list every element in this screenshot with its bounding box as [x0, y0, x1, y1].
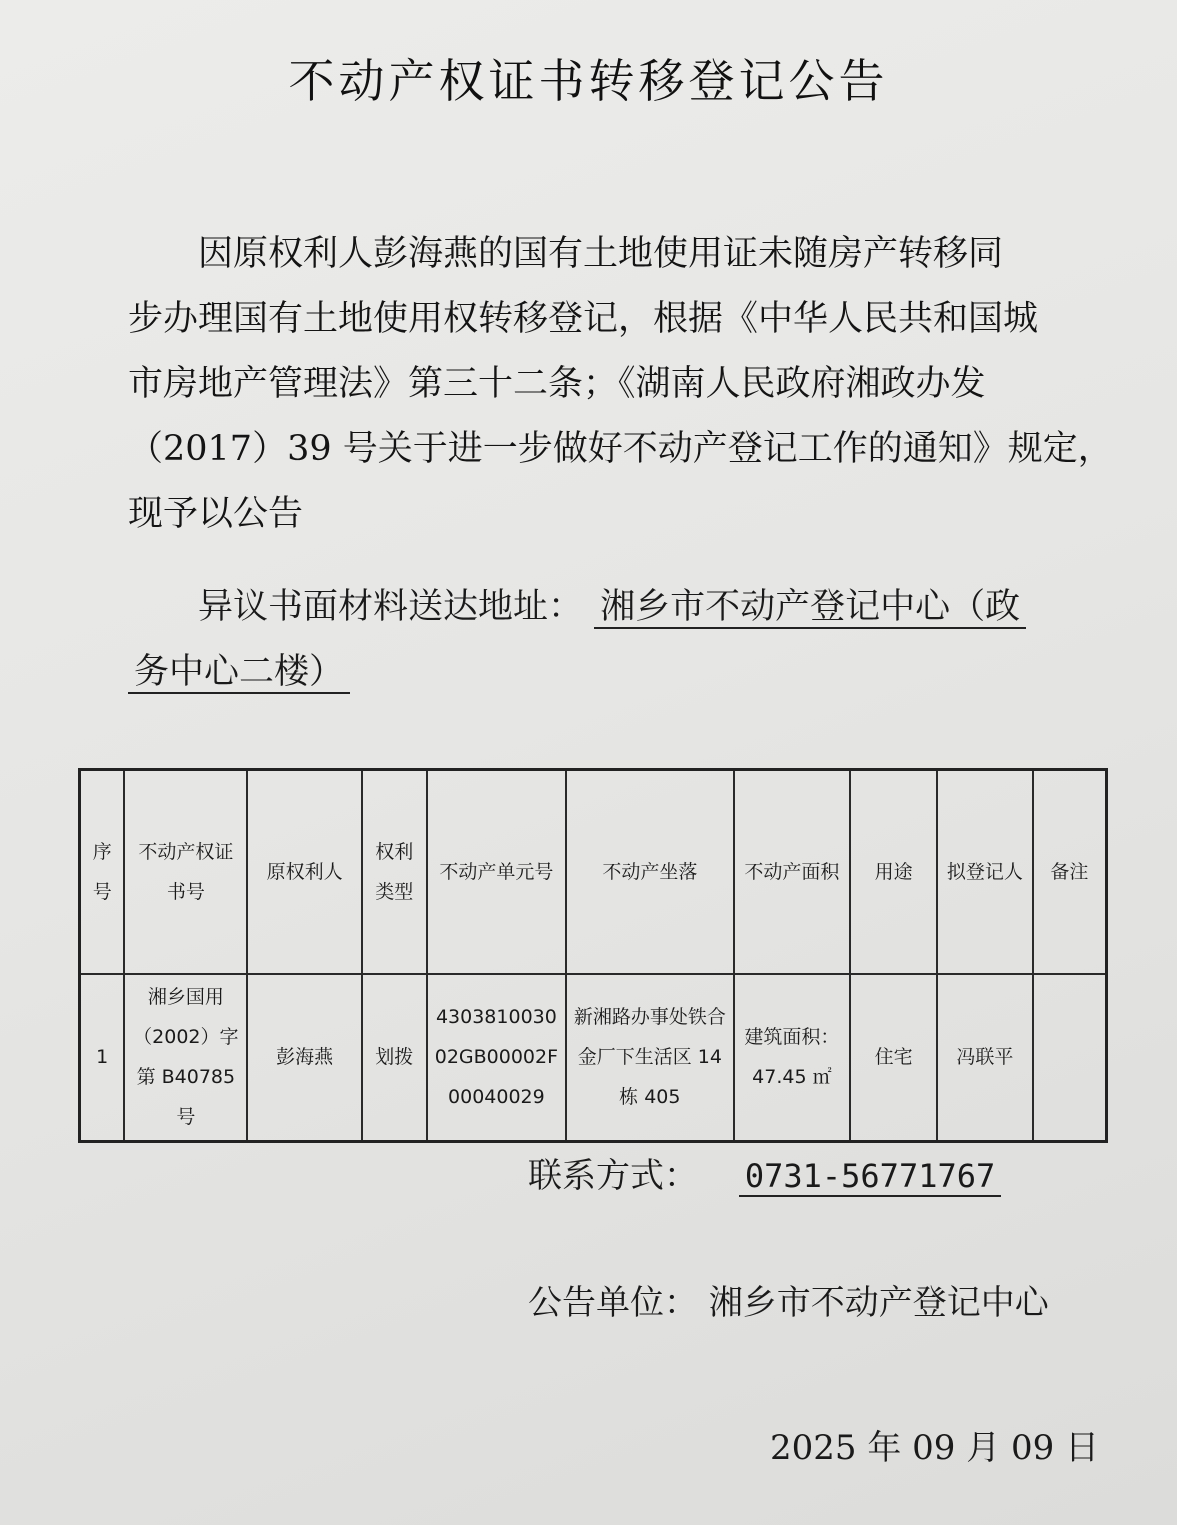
header-cell: 不动产面积 — [734, 770, 851, 974]
table-cell — [1033, 974, 1107, 1142]
registration-table — [78, 768, 1108, 1143]
table-cell: 430381003002GB00002F00040029 — [427, 974, 566, 1142]
header-cell: 权利类型 — [362, 770, 427, 974]
contact-label: 联系方式： — [528, 1156, 698, 1196]
table-cell: 1 — [80, 974, 125, 1142]
header-cell: 不动产权证书号 — [124, 770, 247, 974]
body-line: 步办理国有土地使用权转移登记，根据《中华人民共和国城 — [128, 299, 1039, 339]
table-cell: 冯联平 — [937, 974, 1033, 1142]
objection-label: 异议书面材料送达地址： — [198, 587, 584, 627]
table-header-row — [80, 770, 1107, 974]
body-line: （2017）39 号关于进一步做好不动产登记工作的通知》规定， — [128, 429, 1113, 469]
table-cell: 彭海燕 — [247, 974, 362, 1142]
header-cell: 原权利人 — [247, 770, 362, 974]
header-cell: 用途 — [850, 770, 937, 974]
table-cell: 划拨 — [362, 974, 427, 1142]
notice-date: 2025 年 09 月 09 日 — [770, 1428, 1100, 1468]
table-cell: 住宅 — [850, 974, 937, 1142]
table-cell: 建筑面积：47.45 ㎡ — [734, 974, 851, 1142]
header-cell: 不动产坐落 — [566, 770, 733, 974]
header-cell: 拟登记人 — [937, 770, 1033, 974]
table-cell: 湘乡国用（2002）字第 B40785 号 — [124, 974, 247, 1142]
objection-address — [128, 575, 1078, 705]
table-cell: 新湘路办事处铁合金厂下生活区 14 栋 405 — [566, 974, 733, 1142]
objection-address-line1: 湘乡市不动产登记中心（政 — [594, 587, 1026, 629]
header-cell: 不动产单元号 — [427, 770, 566, 974]
body-line: 现予以公告 — [128, 494, 304, 534]
contact-line — [528, 1148, 1001, 1197]
issuer-line — [528, 1275, 1049, 1324]
body-line: 因原权利人彭海燕的国有土地使用证未随房产转移同 — [198, 234, 1004, 274]
body-line: 市房地产管理法》第三十二条；《湖南人民政府湘政办发 — [128, 364, 986, 404]
notice-body — [128, 222, 1113, 547]
objection-address-line2: 务中心二楼） — [128, 652, 350, 694]
notice-title: 不动产权证书转移登记公告 — [288, 54, 889, 108]
header-cell: 备注 — [1033, 770, 1107, 974]
table-row — [80, 974, 1107, 1142]
issuer-name: 湘乡市不动产登记中心 — [708, 1283, 1049, 1323]
header-cell: 序号 — [80, 770, 125, 974]
contact-phone: 0731-56771767 — [739, 1157, 1001, 1197]
issuer-label: 公告单位： — [528, 1283, 698, 1323]
